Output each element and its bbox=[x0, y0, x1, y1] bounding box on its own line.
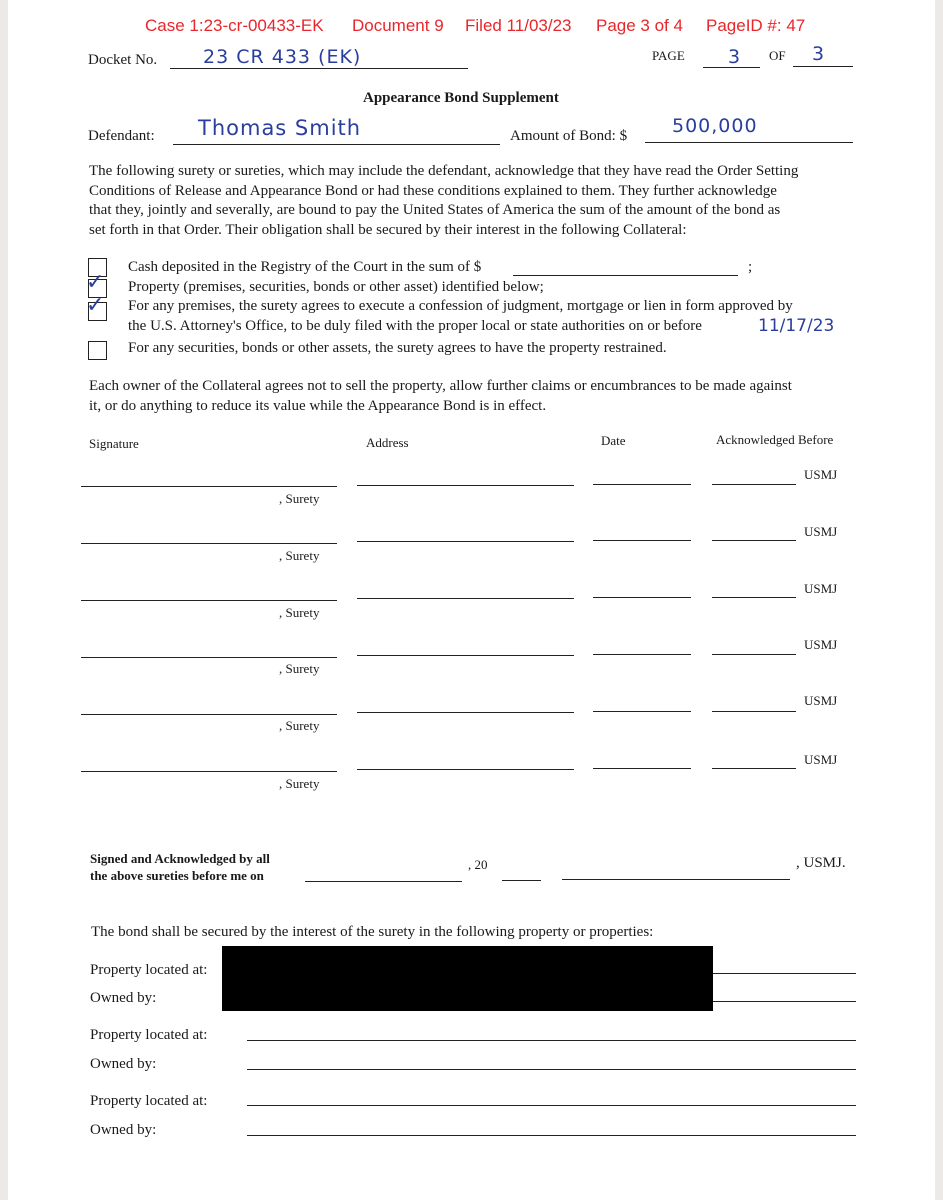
surety-label: , Surety bbox=[279, 605, 320, 620]
surety-label: , Surety bbox=[279, 491, 320, 506]
date-line[interactable] bbox=[593, 768, 691, 769]
ack-line[interactable] bbox=[712, 597, 796, 598]
year-prefix: , 20 bbox=[468, 857, 488, 872]
signature-line[interactable] bbox=[81, 771, 337, 772]
usmj-suffix: , USMJ. bbox=[796, 855, 846, 871]
usmj-label: USMJ bbox=[804, 524, 838, 539]
premises-date: 11/17/23 bbox=[758, 316, 835, 336]
property-text: Property (premises, securities, bonds or other asset) identified below; bbox=[128, 279, 544, 295]
ack-line[interactable] bbox=[712, 711, 796, 712]
intro-line: that they, jointly and severally, are bound to pay the United States of America the sum of the amount of the bond as bbox=[89, 202, 781, 218]
date-line[interactable] bbox=[593, 484, 691, 485]
signed-line1: Signed and Acknowledged by all bbox=[90, 851, 270, 866]
property-located-line[interactable] bbox=[247, 1105, 856, 1106]
ack-line[interactable] bbox=[712, 654, 796, 655]
redaction-block bbox=[222, 946, 713, 1011]
surety-label: , Surety bbox=[279, 548, 320, 563]
securities-text: For any securities, bonds or other assets, the surety agrees to have the property restrained. bbox=[128, 340, 667, 356]
page-value: 3 bbox=[728, 46, 742, 68]
page-of: Page 3 of 4 bbox=[596, 16, 683, 35]
signed-date-line[interactable] bbox=[305, 881, 462, 882]
owned-by-line[interactable] bbox=[247, 1069, 856, 1070]
property-located-label: Property located at: bbox=[90, 1027, 208, 1043]
property-located-label: Property located at: bbox=[90, 962, 208, 978]
signature-line[interactable] bbox=[81, 714, 337, 715]
premises-checkbox[interactable] bbox=[86, 293, 107, 321]
page-label: PAGE bbox=[652, 48, 685, 63]
usmj-label: USMJ bbox=[804, 637, 838, 652]
address-line[interactable] bbox=[357, 485, 574, 486]
owner-paragraph bbox=[89, 377, 849, 416]
owned-by-line[interactable] bbox=[247, 1135, 856, 1136]
check-mark-icon: ✓ bbox=[86, 293, 105, 318]
signature-line[interactable] bbox=[81, 543, 337, 544]
bond-label: Amount of Bond: $ bbox=[510, 128, 628, 144]
owned-by-label: Owned by: bbox=[90, 1122, 157, 1138]
address-line[interactable] bbox=[357, 598, 574, 599]
signature-line[interactable] bbox=[81, 600, 337, 601]
intro-paragraph bbox=[89, 162, 849, 240]
owner-line: it, or do anything to reduce its value while the Appearance Bond is in effect. bbox=[89, 397, 547, 414]
usmj-label: USMJ bbox=[804, 467, 838, 482]
usmj-label: USMJ bbox=[804, 581, 838, 596]
intro-line: set forth in that Order. Their obligation shall be secured by their interest in the following Collateral: bbox=[89, 221, 687, 238]
docket-value: 23 CR 433 (EK) bbox=[203, 46, 362, 68]
of-label: OF bbox=[769, 48, 786, 63]
column-date: Date bbox=[601, 433, 626, 448]
date-line[interactable] bbox=[593, 597, 691, 598]
property-located-line[interactable] bbox=[247, 1040, 856, 1041]
premises-text-line2: the U.S. Attorney's Office, to be duly filed with the proper local or state authorities on or before bbox=[128, 318, 702, 334]
bond-line bbox=[645, 142, 853, 143]
signed-line2: the above sureties before me on bbox=[90, 868, 264, 883]
owner-line: Each owner of the Collateral agrees not to sell the property, allow further claims or encumbrances to be made against bbox=[89, 378, 792, 394]
form-title: Appearance Bond Supplement bbox=[363, 90, 559, 106]
usmj-signature-line[interactable] bbox=[562, 879, 790, 880]
usmj-label: USMJ bbox=[804, 693, 838, 708]
cash-suffix: ; bbox=[748, 259, 753, 275]
filed-date: Filed 11/03/23 bbox=[465, 16, 572, 35]
column-acknowledged: Acknowledged Before bbox=[716, 432, 834, 447]
date-line[interactable] bbox=[593, 540, 691, 541]
ack-line[interactable] bbox=[712, 768, 796, 769]
bond-value: 500,000 bbox=[672, 115, 758, 137]
docket-label: Docket No. bbox=[88, 52, 158, 68]
case-number: Case 1:23-cr-00433-EK bbox=[145, 16, 324, 35]
intro-line: Conditions of Release and Appearance Bond or had these conditions explained to them. They further acknowledge bbox=[89, 182, 777, 199]
address-line[interactable] bbox=[357, 769, 574, 770]
cash-amount-line bbox=[513, 275, 738, 276]
address-line[interactable] bbox=[357, 655, 574, 656]
year-line[interactable] bbox=[502, 880, 541, 881]
signature-line[interactable] bbox=[81, 657, 337, 658]
check-mark-icon: ✓ bbox=[86, 270, 105, 295]
page-id: PageID #: 47 bbox=[706, 16, 806, 35]
cash-text: Cash deposited in the Registry of the Court in the sum of $ bbox=[128, 259, 482, 275]
address-line[interactable] bbox=[357, 712, 574, 713]
owned-by-label: Owned by: bbox=[90, 990, 157, 1006]
defendant-line bbox=[173, 144, 500, 145]
secured-text: The bond shall be secured by the interest of the surety in the following property or properties: bbox=[91, 924, 654, 940]
surety-label: , Surety bbox=[279, 661, 320, 676]
ack-line[interactable] bbox=[712, 540, 796, 541]
ack-line[interactable] bbox=[712, 484, 796, 485]
intro-line: The following surety or sureties, which may include the defendant, acknowledge that they have read the Order Setting bbox=[89, 163, 799, 179]
docket-line bbox=[170, 68, 468, 69]
owned-by-label: Owned by: bbox=[90, 1056, 157, 1072]
defendant-value: Thomas Smith bbox=[198, 116, 362, 140]
securities-checkbox[interactable] bbox=[88, 341, 107, 360]
defendant-label: Defendant: bbox=[88, 128, 155, 144]
address-line[interactable] bbox=[357, 541, 574, 542]
date-line[interactable] bbox=[593, 654, 691, 655]
column-address: Address bbox=[366, 435, 409, 450]
premises-text-line1: For any premises, the surety agrees to execute a confession of judgment, mortgage or lien in form approved by bbox=[128, 298, 793, 314]
signature-line[interactable] bbox=[81, 486, 337, 487]
of-line bbox=[793, 66, 853, 67]
surety-label: , Surety bbox=[279, 776, 320, 791]
of-value: 3 bbox=[812, 43, 826, 65]
surety-label: , Surety bbox=[279, 718, 320, 733]
property-located-label: Property located at: bbox=[90, 1093, 208, 1109]
document-number: Document 9 bbox=[352, 16, 444, 35]
column-signature: Signature bbox=[89, 436, 139, 451]
date-line[interactable] bbox=[593, 711, 691, 712]
usmj-label: USMJ bbox=[804, 752, 838, 767]
